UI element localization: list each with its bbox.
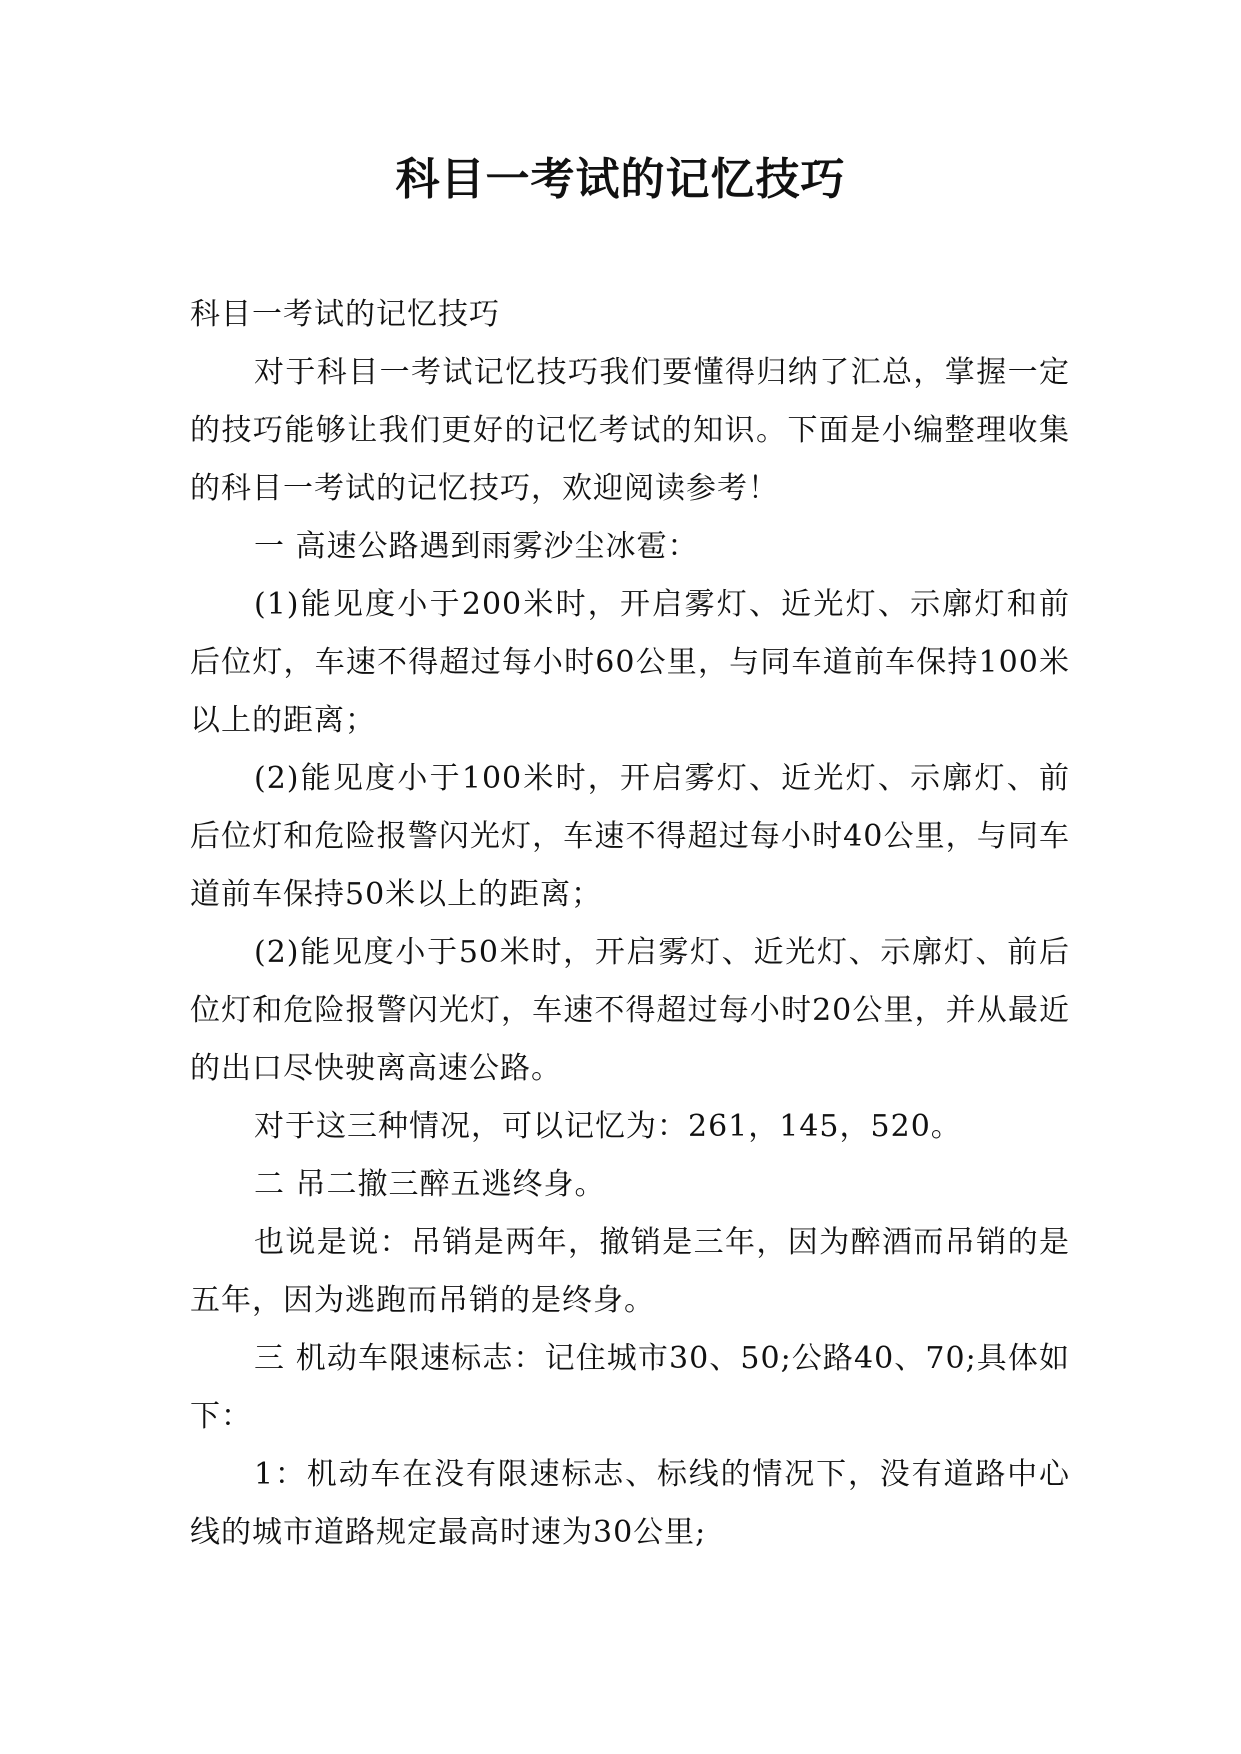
- section-heading-3: 三 机动车限速标志：记住城市30、50;公路40、70;具体如下：: [190, 1341, 1070, 1434]
- intro-paragraph: 对于科目一考试记忆技巧我们要懂得归纳了汇总，掌握一定的技巧能够让我们更好的记忆考试的知识。下面是小编整理收集的科目一考试的记忆技巧，欢迎阅读参考！: [190, 355, 1070, 506]
- document-body: [190, 286, 1070, 1562]
- section-heading-1: 一 高速公路遇到雨雾沙尘冰雹：: [254, 529, 699, 564]
- explanation-paragraph: 也说是说：吊销是两年，撤销是三年，因为醉酒而吊销的是五年，因为逃跑而吊销的是终身。: [190, 1225, 1070, 1318]
- rule-paragraph-1: (1)能见度小于200米时，开启雾灯、近光灯、示廓灯和前后位灯，车速不得超过每小时60公里，与同车道前车保持100米以上的距离；: [190, 587, 1070, 738]
- section-heading-2: 二 吊二撤三醉五逃终身。: [254, 1167, 606, 1202]
- rule-paragraph-3: (2)能见度小于50米时，开启雾灯、近光灯、示廓灯、前后位灯和危险报警闪光灯，车速不得超过每小时20公里，并从最近的出口尽快驶离高速公路。: [190, 935, 1070, 1086]
- speed-rule-paragraph: 1：机动车在没有限速标志、标线的情况下，没有道路中心线的城市道路规定最高时速为30公里;: [190, 1457, 1070, 1550]
- rule-paragraph-2: (2)能见度小于100米时，开启雾灯、近光灯、示廓灯、前后位灯和危险报警闪光灯，车速不得超过每小时40公里，与同车道前车保持50米以上的距离；: [190, 761, 1070, 912]
- memory-summary-paragraph: 对于这三种情况，可以记忆为：261，145，520。: [254, 1109, 962, 1144]
- subtitle-paragraph: 科目一考试的记忆技巧: [190, 297, 500, 332]
- document-title: 科目一考试的记忆技巧: [395, 154, 846, 205]
